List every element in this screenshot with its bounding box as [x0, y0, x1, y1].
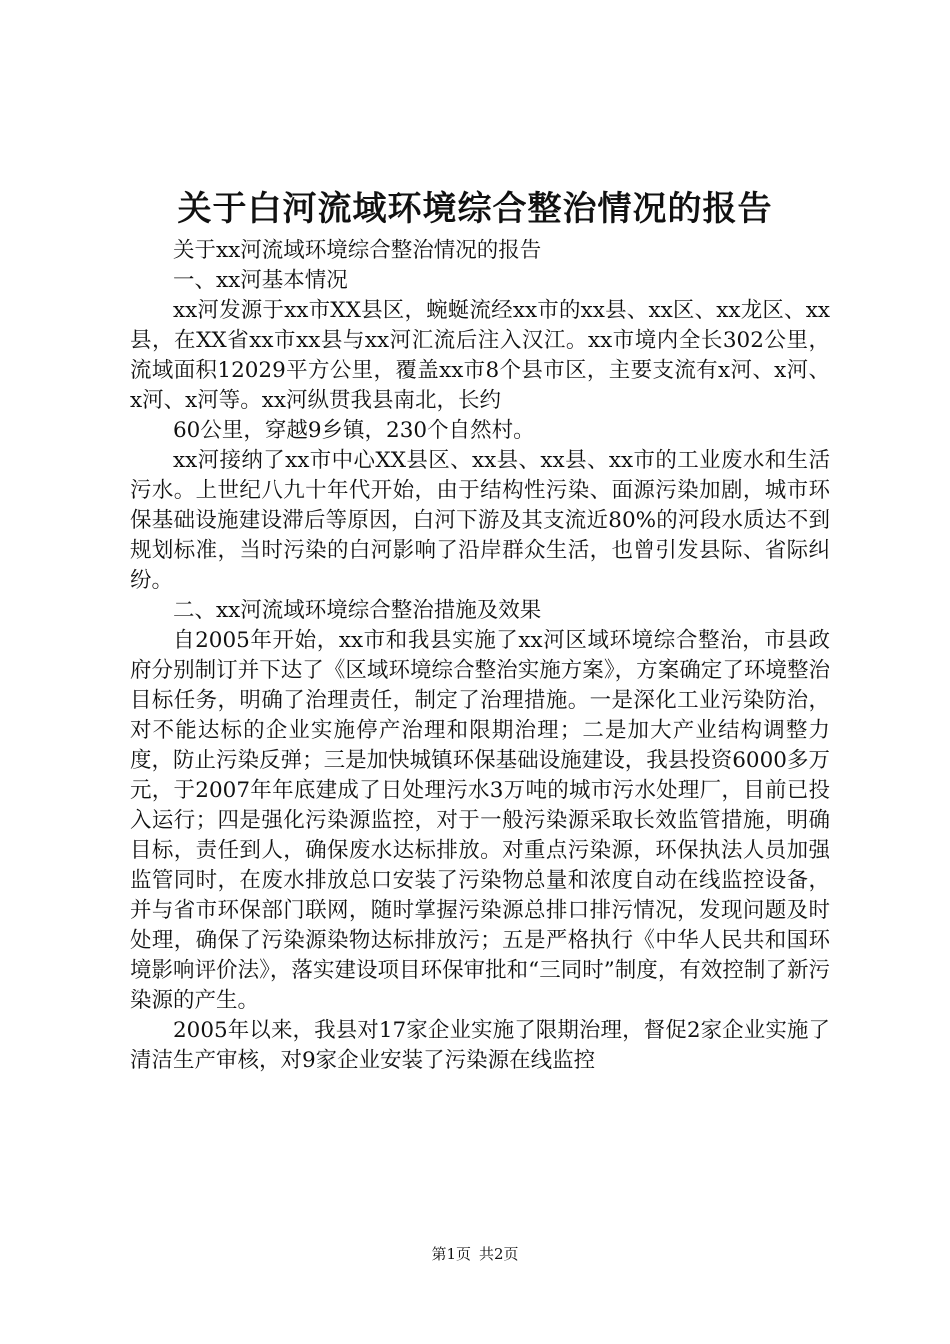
section-heading-2: 二、xx河流域环境综合整治措施及效果 — [173, 598, 542, 623]
body-paragraph: 2005年以来，我县对17家企业实施了限期治理，督促2家企业实施了清洁生产审核，对9家企业安装了污染源在线监控 — [130, 1018, 830, 1073]
page-total: 共2页 — [479, 1245, 519, 1263]
body-paragraph-subtitle: 关于xx河流域环境综合整治情况的报告 — [173, 238, 542, 263]
body-paragraph: xx河发源于xx市XX县区，蜿蜒流经xx市的xx县、xx区、xx龙区、xx县，在XX省xx市xx县与xx河汇流后注入汉江。xx市境内全长302公里，流域面积12029平方公里，覆盖xx市8个县市区，主要支流有x河、x河、x河、x河等。xx河纵贯我县南北，长约 — [130, 298, 830, 413]
page-number: 第1页 — [431, 1245, 471, 1263]
document-body — [130, 236, 830, 1076]
document-title: 关于白河流域环境综合整治情况的报告 — [177, 189, 773, 229]
section-heading-1: 一、xx河基本情况 — [173, 268, 348, 293]
body-paragraph: 60公里，穿越9乡镇，230个自然村。 — [173, 418, 535, 443]
page-footer — [0, 1244, 950, 1264]
body-paragraph: 自2005年开始，xx市和我县实施了xx河区域环境综合整治，市县政府分别制订并下达了《区域环境综合整治实施方案》，方案确定了环境整治目标任务，明确了治理责任，制定了治理措施。一是深化工业污染防治，对不能达标的企业实施停产治理和限期治理；二是加大产业结构调整力度，防止污染反弹；三是加快城镇环保基础设施建设，我县投资6000多万元，于2007年年底建成了日处理污水3万吨的城市污水处理厂，目前已投入运行；四是强化污染源监控，对于一般污染源采取长效监管措施，明确目标，责任到人，确保废水达标排放。对重点污染源，环保执法人员加强监管同时，在废水排放总口安装了污染物总量和浓度自动在线监控设备，并与省市环保部门联网，随时掌握污染源总排口排污情况，发现问题及时处理，确保了污染源染物达标排放污；五是严格执行《中华人民共和国环境影响评价法》，落实建设项目环保审批和“三同时”制度，有效控制了新污染源的产生。 — [130, 628, 830, 1013]
body-paragraph: xx河接纳了xx市中心XX县区、xx县、xx县、xx市的工业废水和生活污水。上世纪八九十年代开始，由于结构性污染、面源污染加剧，城市环保基础设施建设滞后等原因，白河下游及其支流近80%的河段水质达不到规划标准，当时污染的白河影响了沿岸群众生活，也曾引发县际、省际纠纷。 — [130, 448, 830, 593]
